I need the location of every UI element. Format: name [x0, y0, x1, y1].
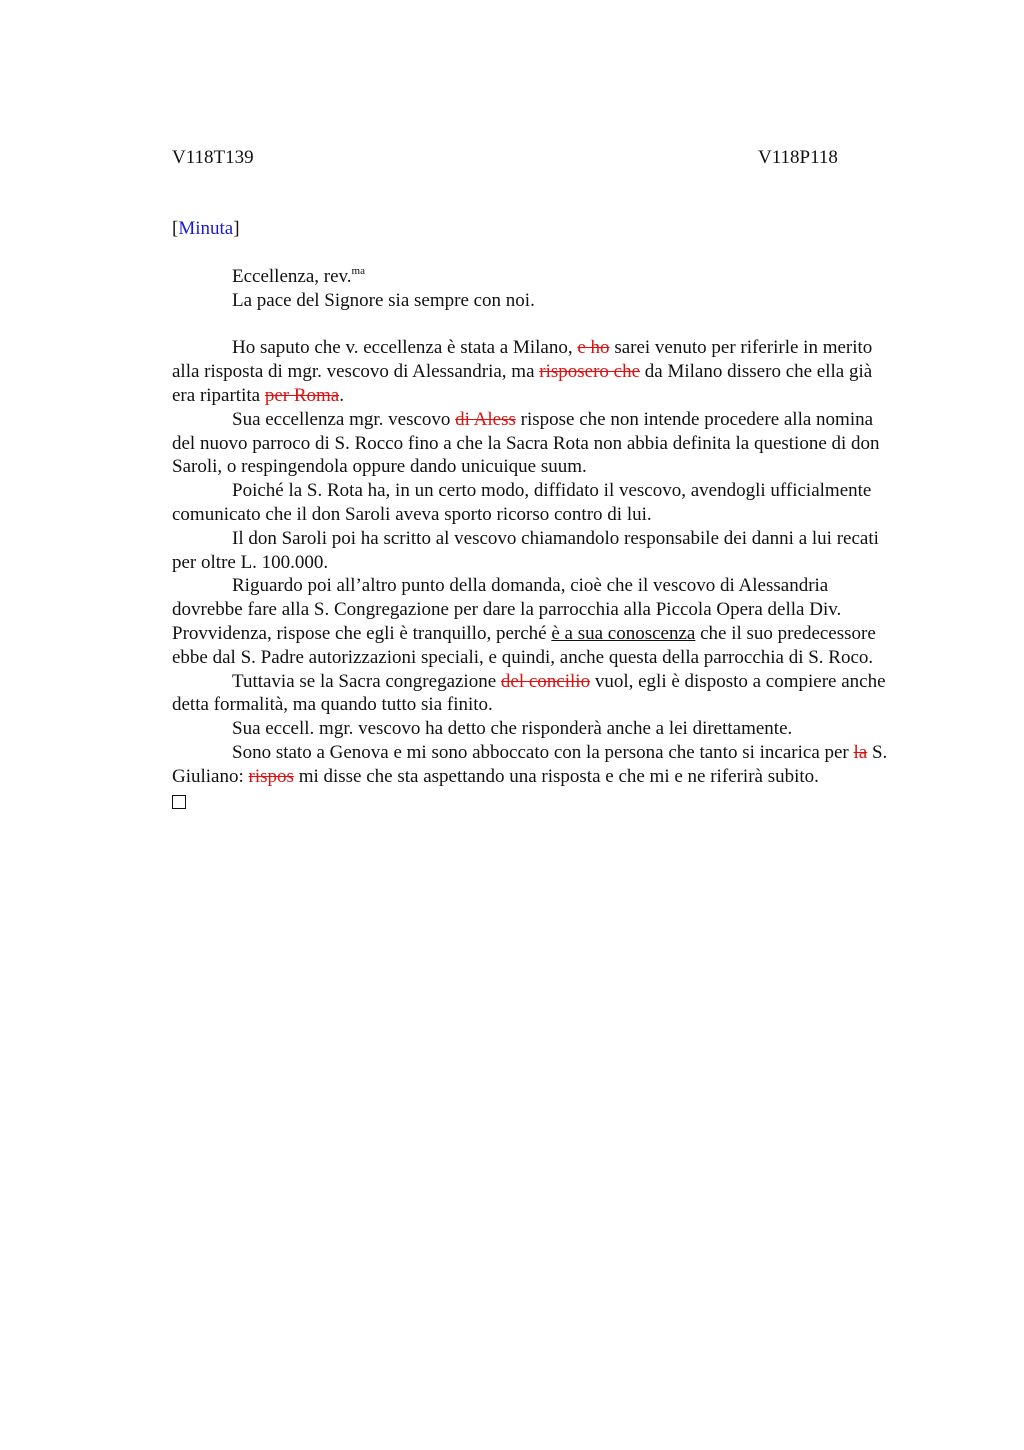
end-marker-box-icon [172, 789, 900, 816]
paragraph-text: Riguardo poi all’altro punto della domanda, cioè che il vescovo di Alessandria dovrebbe fare alla S. Congregazione per dare la parrocchia alla Piccola Opera della Div. Provvidenza, rispose che egli è tranquillo, perché [172, 575, 842, 644]
struck-text: rispos [248, 765, 294, 787]
paragraph-text: Ho saputo che v. eccellenza è stata a Milano, [232, 337, 578, 359]
struck-text: la [853, 741, 868, 763]
paragraph-text: Sua eccellenza mgr. vescovo [232, 408, 456, 430]
struck-text: risposero che [539, 361, 641, 383]
paragraph-text: da Milano dissero che ella già era ripartita [172, 361, 873, 406]
paragraph-text: rispose che non intende procedere alla nomina del nuovo parroco di S. Rocco fino a che la Sacra Rota non abbia definita la questione di don Saroli, o respingendola oppure dando unicuique suum. [172, 408, 880, 478]
struck-text: e ho [577, 337, 610, 359]
paragraph-7: Sua eccell. mgr. vescovo ha detto che risponderà anche a lei direttamente. [232, 718, 793, 740]
paragraph-text: vuol, egli è disposto a compiere anche detta formalità, ma quando tutto sia finito. [172, 670, 886, 716]
draft-tag [172, 218, 240, 240]
paragraph-text: Tuttavia se la Sacra congregazione [232, 670, 501, 692]
salutation-superscript: ma [351, 265, 365, 277]
paragraph-text: sarei venuto per riferirle in merito alla risposta di mgr. vescovo di Alessandria, ma [172, 337, 873, 383]
paragraph-text: . [339, 384, 344, 406]
paragraph-8 [172, 741, 900, 789]
tag-open-bracket: [ [172, 218, 179, 239]
salutation-line [172, 265, 900, 289]
square-icon [172, 795, 186, 809]
tag-close-bracket: ] [233, 218, 240, 239]
paragraph-2 [172, 408, 900, 479]
paragraph-5 [172, 574, 900, 669]
salutation-text: Eccellenza, rev. [232, 266, 352, 287]
paragraph-text: che il suo predecessore ebbe dal S. Padre autorizzazioni speciali, e quindi, anche questa della parrocchia di S. Roco. [172, 622, 876, 668]
paragraph-text: mi disse che sta aspettando una risposta e che mi e ne riferirà subito. [293, 765, 819, 787]
struck-text: per Roma [264, 384, 340, 406]
greeting-line: La pace del Signore sia sempre con noi. [232, 289, 535, 311]
document-code-right: V118P118 [758, 147, 838, 168]
struck-text: di Aless [455, 408, 516, 430]
document-code-left: V118T139 [172, 147, 254, 168]
draft-label: Minuta [178, 218, 234, 239]
struck-text: del concilio [500, 670, 591, 692]
paragraph-text: S. Giuliano: [172, 741, 888, 787]
letter-body [172, 265, 900, 815]
paragraph-3: Poiché la S. Rota ha, in un certo modo, diffidato il vescovo, avendogli ufficialmente comunicato che il don Saroli aveva sporto ricorso contro di lui. [172, 480, 872, 525]
paragraph-1 [172, 336, 900, 407]
blank-line [172, 313, 900, 337]
paragraph-6 [172, 670, 900, 718]
paragraph-text: Sono stato a Genova e mi sono abboccato con la persona che tanto si incarica per [232, 741, 854, 763]
paragraph-4: Il don Saroli poi ha scritto al vescovo chiamandolo responsabile dei danni a lui recati per oltre L. 100.000. [172, 527, 879, 573]
underlined-text: è a sua conoscenza [551, 622, 696, 644]
